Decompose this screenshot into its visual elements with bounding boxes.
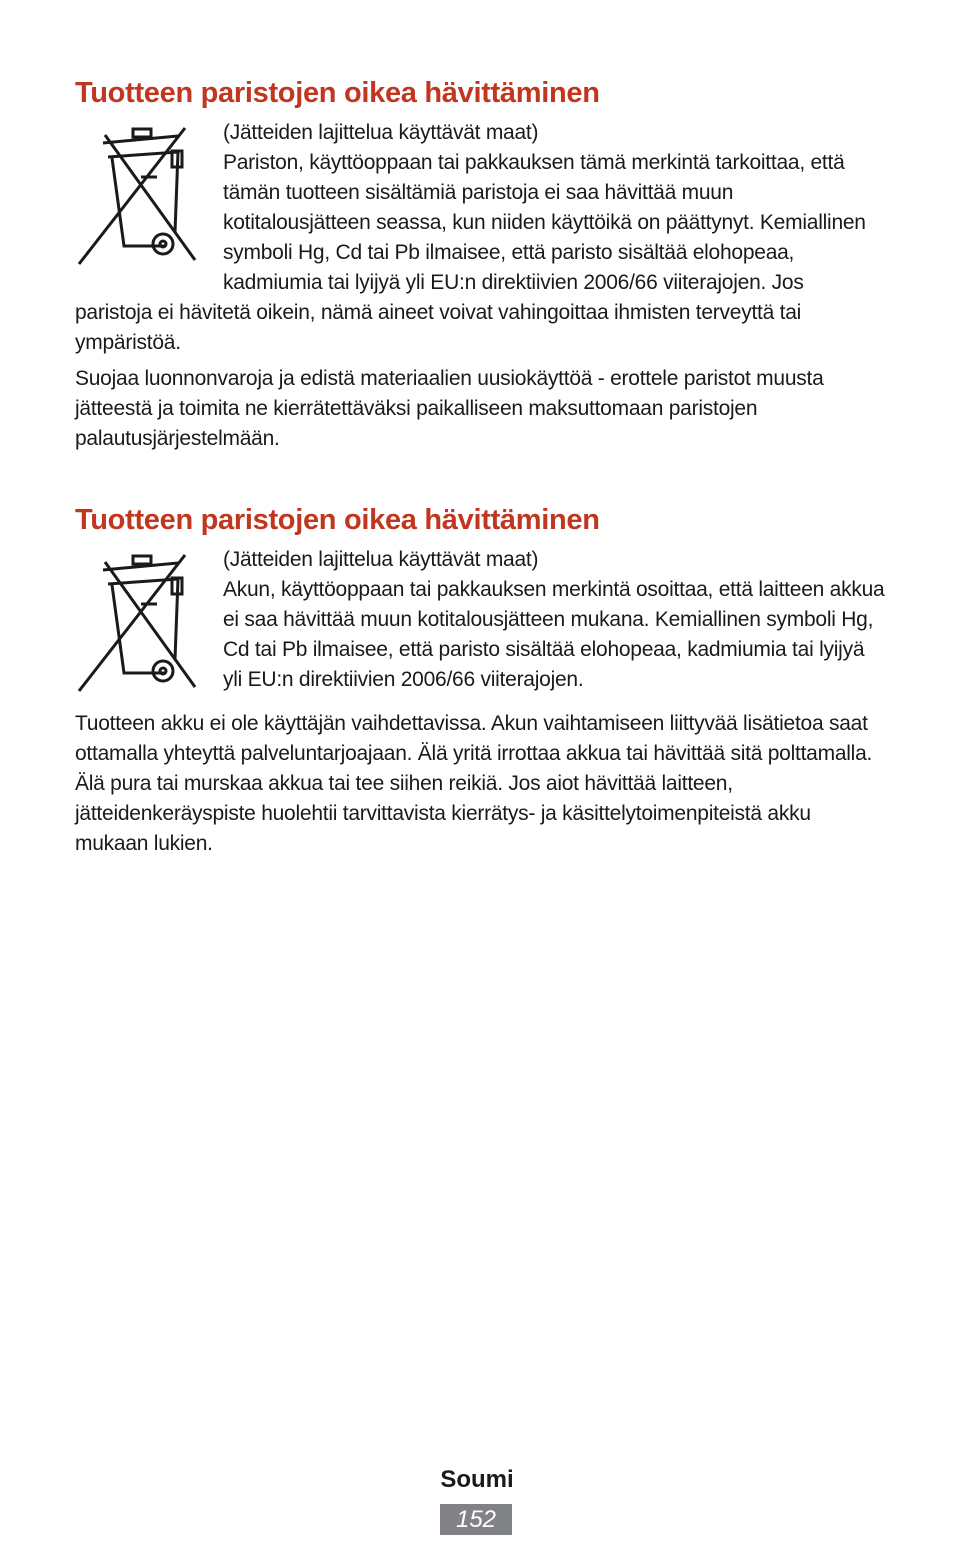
crossed-out-wheelie-bin-icon (75, 549, 207, 699)
country-note: (Jätteiden lajittelua käyttävät maat) (223, 548, 539, 571)
body-paragraph: Tuotteen akku ei ole käyttäjän vaihdettavissa. Akun vaihtamiseen liittyvää lisätietoa saat ottamalla yhteyttä palveluntarjoajaan. Älä yritä irrottaa akkua tai hävittää sitä polttamalla. Älä pura tai murskaa akkua tai tee siihen reikiä. Jos aiot hävittää laitteen, jätteidenkeräyspiste huolehtii tarvittavista kierrätys- ja käsittelytoimenpiteistä akku mukaan lukien. (75, 712, 873, 855)
body-paragraph: Akun, käyttöoppaan tai pakkauksen merkintä osoittaa, että laitteen akkua ei saa hävittää muun kotitalousjätteen mukana. Kemiallinen symboli Hg, Cd tai Pb ilmaisee, että paristo sisältää elohopeaa, kadmiumia tai lyijyä yli EU:n direktiivien 2006/66 viiterajojen. (223, 578, 885, 691)
section-battery-disposal-1 (75, 74, 885, 454)
section-heading: Tuotteen paristojen oikea hävittäminen (75, 504, 600, 536)
page-number: 152 (440, 1504, 512, 1535)
section-battery-disposal-2 (75, 501, 885, 859)
body-paragraph: Suojaa luonnonvaroja ja edistä materiaalien uusiokäyttöä - erottele paristot muusta jätteestä ja toimita ne kierrätettäväksi paikalliseen maksuttomaan paristojen palautusjärjestelmään. (75, 367, 824, 450)
section-heading: Tuotteen paristojen oikea hävittäminen (75, 77, 600, 109)
country-note: (Jätteiden lajittelua käyttävät maat) (223, 121, 539, 144)
crossed-out-wheelie-bin-icon (75, 122, 207, 272)
body-paragraph: Pariston, käyttöoppaan tai pakkauksen tämä merkintä tarkoittaa, että tämän tuotteen sisältämiä paristoja ei saa hävittää muun kotitalousjätteen seassa, kun niiden käyttöikä on päättynyt. Kemiallinen symboli Hg, Cd tai Pb ilmaisee, että paristo sisältää elohopeaa, kadmiumia tai lyijyä yli EU:n direktiivien 2006/66 viiterajojen. Jos paristoja ei hävitetä oikein, nämä aineet voivat vahingoittaa ihmisten terveyttä tai ympäristöä. (75, 151, 866, 354)
footer-language-label: Soumi (440, 1466, 514, 1493)
